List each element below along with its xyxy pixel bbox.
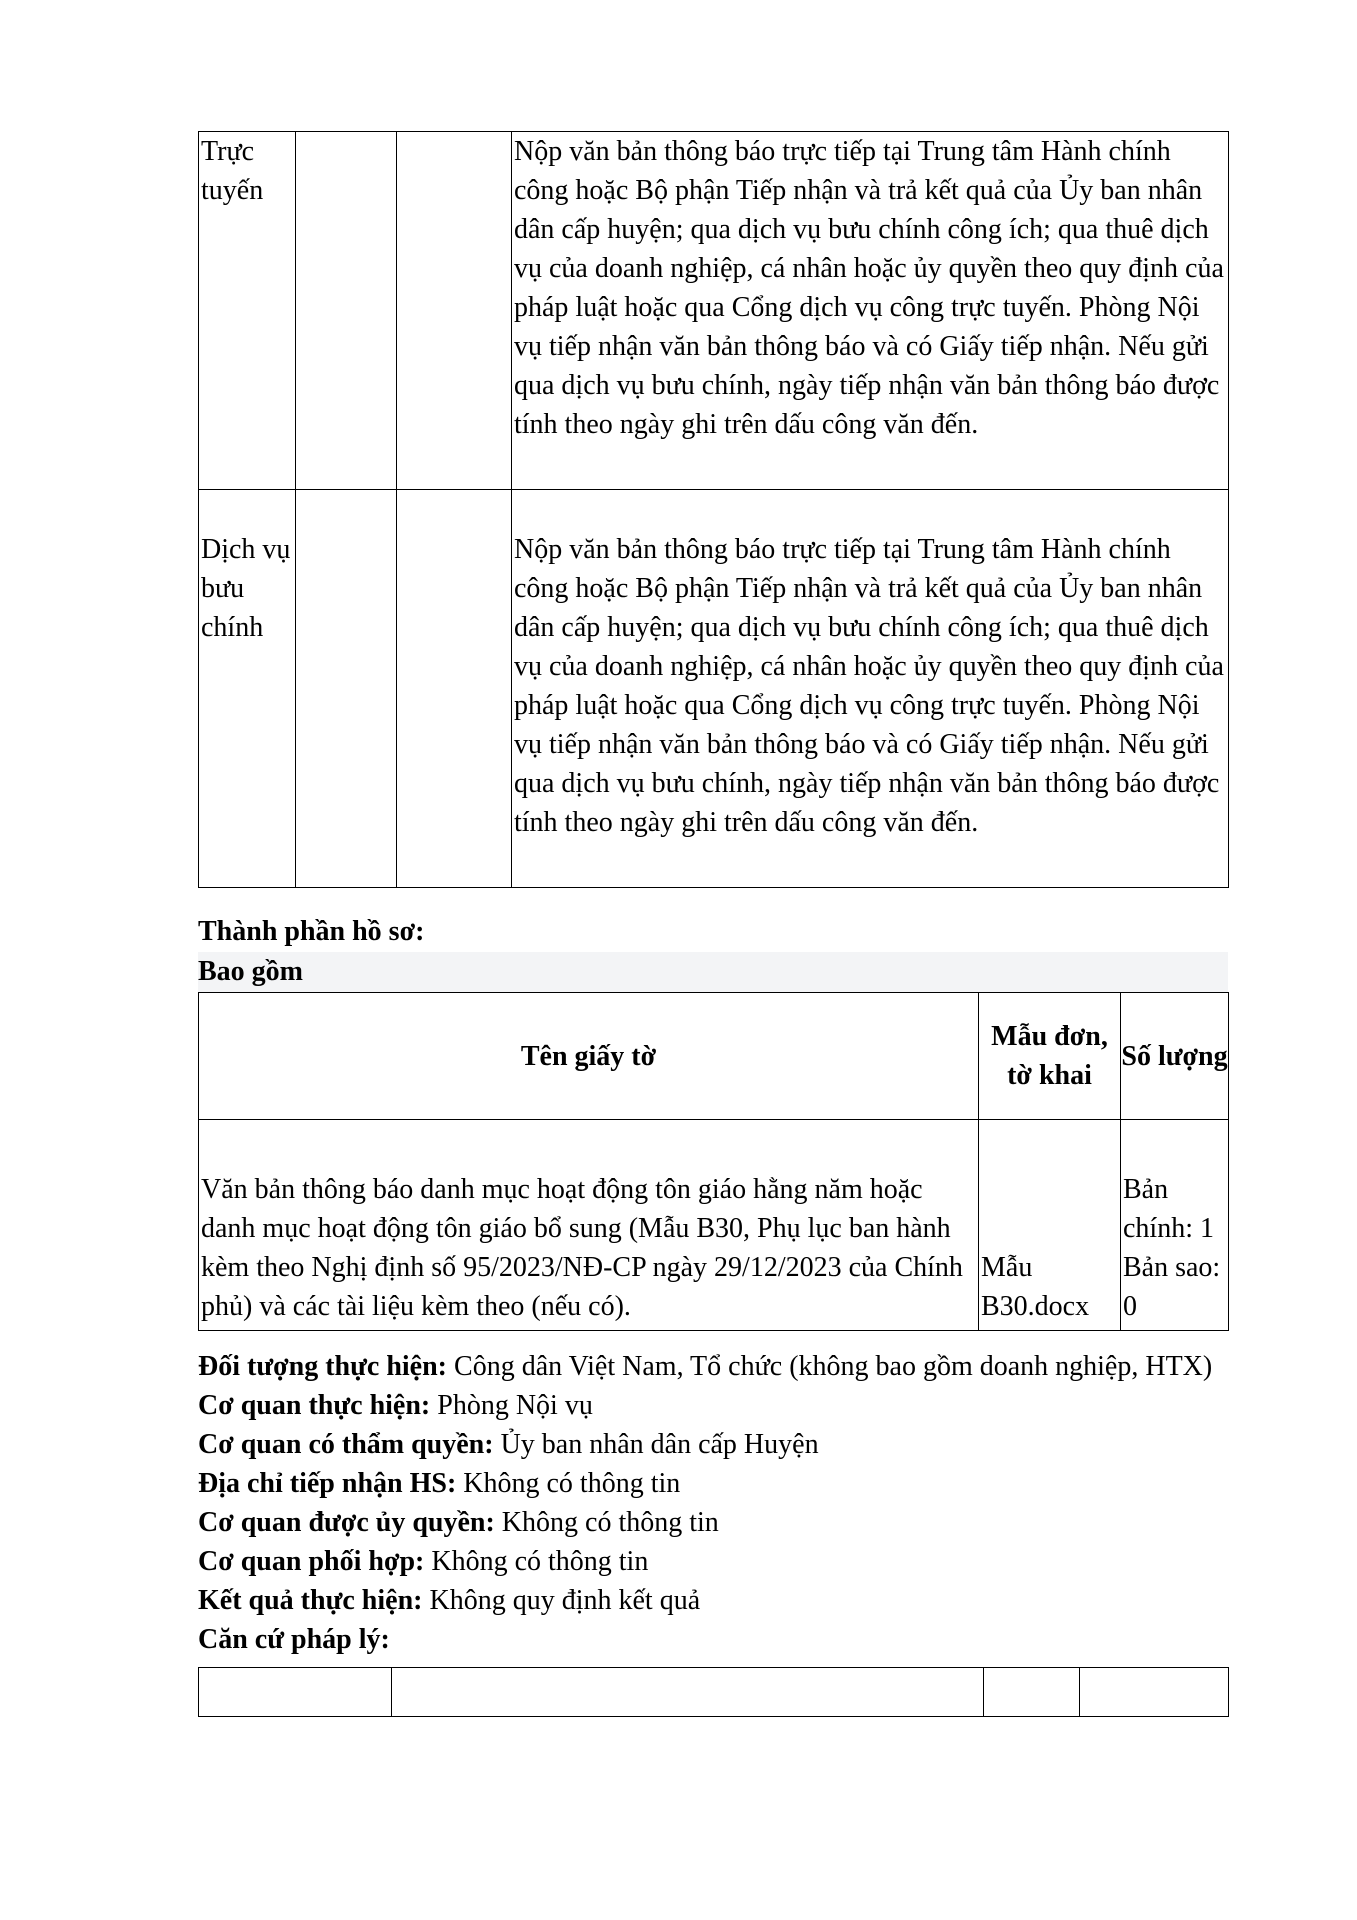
submission-method-table xyxy=(198,131,1229,888)
empty-cell xyxy=(199,1668,392,1717)
table-row xyxy=(199,132,1229,490)
info-label: Căn cứ pháp lý: xyxy=(198,1624,390,1655)
info-label: Cơ quan thực hiện: xyxy=(198,1390,431,1421)
info-value: Công dân Việt Nam, Tổ chức (không bao gồm doanh nghiệp, HTX) xyxy=(454,1351,1213,1382)
empty-cell xyxy=(392,1668,984,1717)
info-label: Kết quả thực hiện: xyxy=(198,1585,423,1616)
info-value: Phòng Nội vụ xyxy=(437,1390,593,1421)
info-label: Đối tượng thực hiện: xyxy=(198,1351,448,1382)
legal-basis-table xyxy=(198,1667,1229,1717)
info-line xyxy=(198,1503,1228,1542)
info-line xyxy=(198,1464,1228,1503)
document-name-cell: Văn bản thông báo danh mục hoạt động tôn giáo hằng năm hoặc danh mục hoạt động tôn giáo bổ sung (Mẫu B30, Phụ lục ban hành kèm theo Nghị định số 95/2023/NĐ-CP ngày 29/12/2023 của Chính phủ) và các tài liệu kèm theo (nếu có). xyxy=(199,1120,979,1331)
header-quantity: Số lượng xyxy=(1121,993,1229,1120)
empty-cell xyxy=(1080,1668,1229,1717)
document-page xyxy=(198,131,1228,1717)
form-link[interactable]: Mẫu B30.docx xyxy=(979,1120,1121,1331)
info-line xyxy=(198,1425,1228,1464)
info-value: Không có thông tin xyxy=(501,1507,719,1538)
description-cell: Nộp văn bản thông báo trực tiếp tại Trung tâm Hành chính công hoặc Bộ phận Tiếp nhận và trả kết quả của Ủy ban nhân dân cấp huyện; qua dịch vụ bưu chính công ích; qua thuê dịch vụ của doanh nghiệp, cá nhân hoặc ủy quyền theo quy định của pháp luật hoặc qua Cổng dịch vụ công trực tuyến. Phòng Nội vụ tiếp nhận văn bản thông báo và có Giấy tiếp nhận. Nếu gửi qua dịch vụ bưu chính, ngày tiếp nhận văn bản thông báo được tính theo ngày ghi trên dấu công văn đến. xyxy=(512,132,1229,490)
table-row xyxy=(199,1668,1229,1717)
info-label: Cơ quan phối hợp: xyxy=(198,1546,425,1577)
quantity-cell: Bản chính: 1 Bản sao: 0 xyxy=(1121,1120,1229,1331)
table-row xyxy=(199,490,1229,888)
dossier-table xyxy=(198,992,1229,1331)
info-line xyxy=(198,1347,1228,1386)
method-cell: Dịch vụ bưu chính xyxy=(199,490,296,888)
info-line xyxy=(198,1542,1228,1581)
info-line xyxy=(198,1386,1228,1425)
dossier-subheading: Bao gồm xyxy=(198,952,1228,992)
info-line xyxy=(198,1581,1228,1620)
info-line xyxy=(198,1620,1228,1659)
method-cell: Trực tuyến xyxy=(199,132,296,490)
info-label: Cơ quan có thẩm quyền: xyxy=(198,1429,494,1460)
description-cell: Nộp văn bản thông báo trực tiếp tại Trung tâm Hành chính công hoặc Bộ phận Tiếp nhận và trả kết quả của Ủy ban nhân dân cấp huyện; qua dịch vụ bưu chính công ích; qua thuê dịch vụ của doanh nghiệp, cá nhân hoặc ủy quyền theo quy định của pháp luật hoặc qua Cổng dịch vụ công trực tuyến. Phòng Nội vụ tiếp nhận văn bản thông báo và có Giấy tiếp nhận. Nếu gửi qua dịch vụ bưu chính, ngày tiếp nhận văn bản thông báo được tính theo ngày ghi trên dấu công văn đến. xyxy=(512,490,1229,888)
info-value: Không quy định kết quả xyxy=(429,1585,701,1616)
info-value: Ủy ban nhân dân cấp Huyện xyxy=(500,1429,819,1460)
dossier-heading: Thành phần hồ sơ: xyxy=(198,916,425,947)
empty-cell xyxy=(984,1668,1080,1717)
info-value: Không có thông tin xyxy=(463,1468,681,1499)
info-label: Cơ quan được ủy quyền: xyxy=(198,1507,495,1538)
empty-cell xyxy=(296,490,397,888)
empty-cell xyxy=(296,132,397,490)
header-form: Mẫu đơn, tờ khai xyxy=(979,993,1121,1120)
table-row xyxy=(199,1120,1229,1331)
empty-cell xyxy=(397,490,512,888)
info-label: Địa chỉ tiếp nhận HS: xyxy=(198,1468,457,1499)
table-header-row xyxy=(199,993,1229,1120)
header-document-name: Tên giấy tờ xyxy=(199,993,979,1120)
empty-cell xyxy=(397,132,512,490)
info-value: Không có thông tin xyxy=(431,1546,649,1577)
procedure-info xyxy=(198,1347,1228,1659)
